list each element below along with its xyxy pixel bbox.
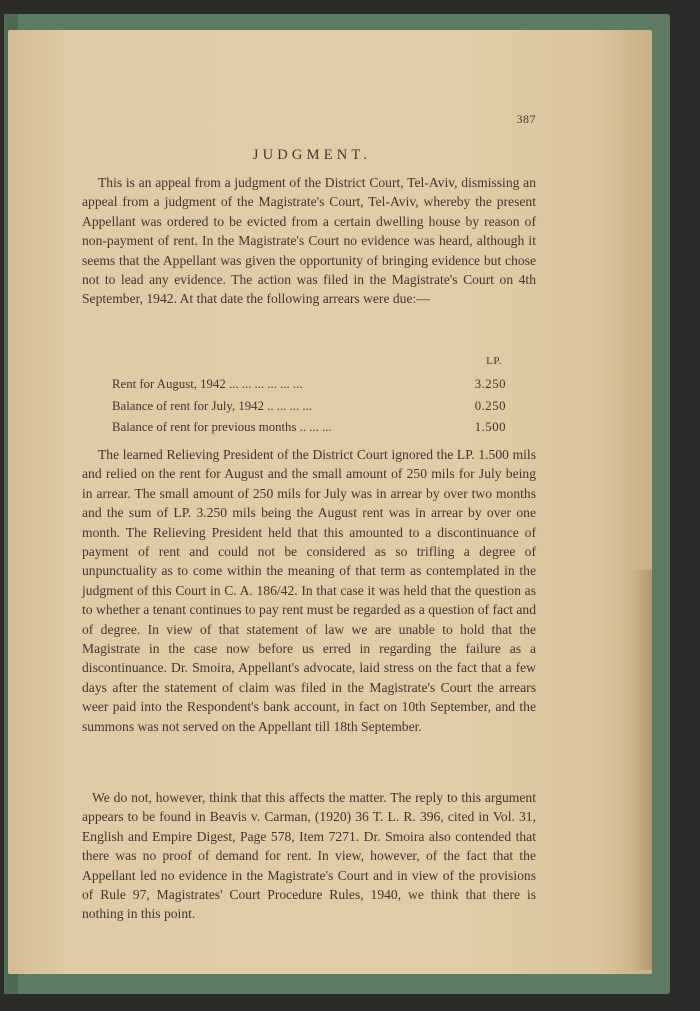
- arrears-amount: 1.500: [474, 420, 506, 434]
- arrears-label: Rent for August, 1942 ... ... ... ... ... ...: [112, 377, 303, 391]
- paragraph-conclusion: We do not, however, think that this affects the matter. The reply to this argument appears to be found in Beavis v. Carman, (1920) 36 T. L. R. 396, cited in Vol. 31, English and Empire Digest, Page 578, Item 7271. Dr. Smoira also contended that there was no proof of demand for rent. In view, however, of the fact that the Appellant led no evidence in the Magistrate's Court and in view of the provisions of Rule 97, Magistrates' Court Procedure Rules, 1940, we think that there is nothing in this point.: [82, 790, 536, 922]
- arrears-label: Balance of rent for previous months .. ... ...: [112, 420, 332, 434]
- page-number: 387: [516, 112, 536, 126]
- arrears-table: [112, 352, 506, 439]
- page-edge-stain: [630, 570, 652, 970]
- page-title: JUDGMENT.: [252, 147, 372, 163]
- paragraph-reasoning: The learned Relieving President of the District Court ignored the LP. 1.500 mils and relied on the rent for August and the small amount of 250 mils for July being in arrear. The small amount of 250 mils for July was in arrear by over two months and the sum of LP. 3.250 mils being the August rent was in arrear by over one month. The Relieving President held that this amounted to a discontinuance of payment of rent and could not be considered as so trifling a degree of unpunctuality as to come within the meaning of that term as contemplated in the judgment of this Court in C. A. 186/42. In that case it was held that the question as to whether a tenant continues to pay rent must be regarded as a question of fact and of degree. In view of that statement of law we are unable to hold that the Magistrate in the case now before us erred in regarding the failure as a discontinuance. Dr. Smoira, Appellant's advocate, laid stress on the fact that a few days after the statement of claim was filed in the Magistrate's Court the arrears weer paid into the Respondent's bank account, in fact on 10th September, and the summons was not served on the Appellant till 18th September.: [82, 447, 536, 734]
- arrears-amount: 3.250: [474, 377, 506, 391]
- arrears-row: [112, 396, 506, 418]
- arrears-row: [112, 417, 506, 439]
- arrears-row: [112, 374, 506, 396]
- paragraph-intro: This is an appeal from a judgment of the District Court, Tel-Aviv, dismissing an appeal from a judgment of the Magistrate's Court, Tel-Aviv, whereby the present Appellant was ordered to be evicted from a certain dwelling house by reason of non-payment of rent. In the Magistrate's Court no evidence was heard, although it seems that the Appellant was given the opportunity of bringing evidence but chose not to lead any evidence. The action was filed in the Magistrate's Court on 4th September, 1942. At that date the following arrears were due:—: [82, 175, 536, 307]
- arrears-label: Balance of rent for July, 1942 .. ... ... ...: [112, 398, 312, 413]
- arrears-amount: 0.250: [474, 398, 506, 413]
- book-page: [8, 30, 652, 974]
- arrears-unit-header: LP.: [486, 355, 502, 367]
